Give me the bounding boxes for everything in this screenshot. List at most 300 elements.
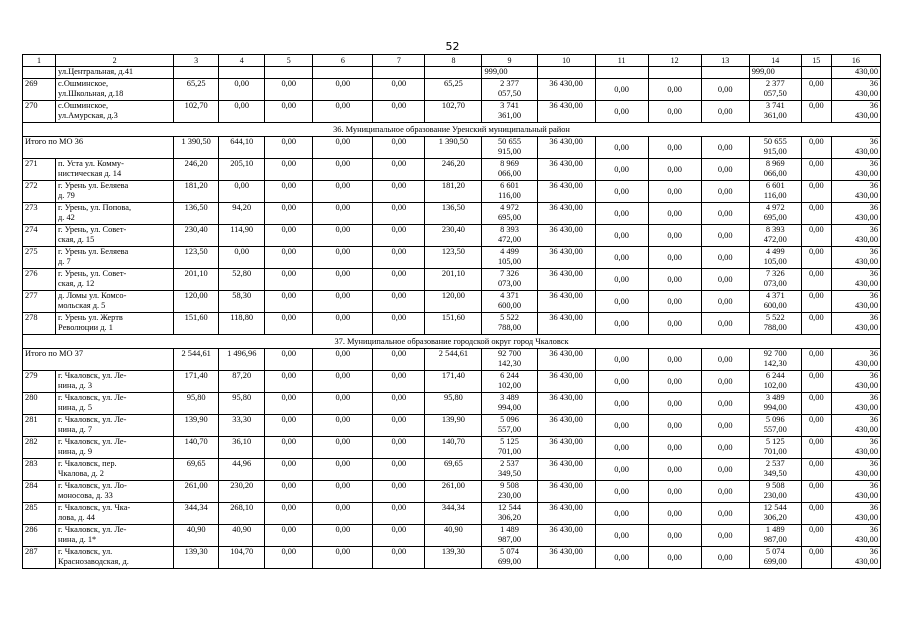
cell-c9-bottom: 116,00 <box>498 190 521 200</box>
cell-c5: 0,00 <box>265 247 313 269</box>
cell-c16-top: 36 <box>869 181 878 190</box>
cell-c15: 0,00 <box>801 547 831 569</box>
cell-c14 <box>749 547 801 569</box>
address-cell-line-1: г. Чкаловск, ул. <box>58 547 113 556</box>
cell-c16-bottom: 430,00 <box>854 234 878 244</box>
cell-c4: 1 496,96 <box>219 349 265 371</box>
address-cell <box>56 481 174 503</box>
cell-c6: 0,00 <box>313 79 373 101</box>
page-number: 52 <box>445 40 460 53</box>
cell-c8: 120,00 <box>425 291 482 313</box>
cell-c14 <box>749 503 801 525</box>
table-row <box>23 481 881 503</box>
cell-c10: 36 430,00 <box>537 225 595 247</box>
cell-c3: 230,40 <box>174 225 219 247</box>
continuation-row <box>23 67 881 79</box>
cell-c13: 0,00 <box>701 503 749 525</box>
cell-c12: 0,00 <box>648 269 701 291</box>
cell-c10: 36 430,00 <box>537 525 595 547</box>
cell-c9-top: 6 601 <box>500 181 519 190</box>
cell-c16-top: 36 <box>869 269 878 278</box>
cell-c9-top: 50 655 <box>497 137 522 146</box>
address-cell <box>56 269 174 291</box>
total-row <box>23 137 881 159</box>
cell-c14-top: 3 741 <box>765 101 785 110</box>
cell-c15: 0,00 <box>801 459 831 481</box>
address-cell <box>56 525 174 547</box>
cell-c11: 0,00 <box>595 547 648 569</box>
cell-c14-bottom: 349,50 <box>763 468 787 478</box>
table-row <box>23 269 881 291</box>
cell-c16-bottom: 430,00 <box>854 424 878 434</box>
cell-c8: 139,30 <box>425 547 482 569</box>
cell-c15: 0,00 <box>801 247 831 269</box>
cell-c8: 95,80 <box>425 393 482 415</box>
cell-c14 <box>749 525 801 547</box>
cell-c10: 36 430,00 <box>537 181 595 203</box>
cell-c9-top: 4 972 <box>500 203 519 212</box>
cell-c7: 0,00 <box>373 525 425 547</box>
cell-c14 <box>749 225 801 247</box>
cell-c16 <box>831 525 880 547</box>
cell-c16 <box>831 181 880 203</box>
row-number: 274 <box>23 225 56 247</box>
address-cell: ул.Центральная, д.41 <box>56 67 174 79</box>
cell-c14-top: 2 537 <box>765 459 785 468</box>
col-num-8: 8 <box>425 55 482 67</box>
cell-c5: 0,00 <box>265 101 313 123</box>
cell-c16-top: 36 <box>869 137 878 146</box>
total-label: Итого по МО 36 <box>23 137 174 159</box>
cell-c10: 36 430,00 <box>537 547 595 569</box>
cell-c14-bottom: 066,00 <box>763 168 787 178</box>
cell-c4: 36,10 <box>219 437 265 459</box>
cell-c4: 52,80 <box>219 269 265 291</box>
cell-c14-bottom: 102,00 <box>763 380 787 390</box>
address-cell <box>56 415 174 437</box>
address-cell <box>56 437 174 459</box>
cell-c3: 95,80 <box>174 393 219 415</box>
section-heading-37-title: 37. Муниципальное образование городской округ город Чкаловск <box>23 335 881 349</box>
cell-c9 <box>482 247 537 269</box>
address-cell-line-1: г. Чкаловск, ул. Ло- <box>58 481 127 490</box>
address-cell-line-1: г. Чкаловск, ул. Ле- <box>58 415 127 424</box>
cell-c13: 0,00 <box>701 393 749 415</box>
cell-c14 <box>749 101 801 123</box>
cell-c16-bottom: 430,00 <box>854 468 878 478</box>
cell-c10: 36 430,00 <box>537 159 595 181</box>
cell-c11: 0,00 <box>595 291 648 313</box>
cell-c14 <box>749 137 801 159</box>
cell-c13: 0,00 <box>701 459 749 481</box>
row-number: 277 <box>23 291 56 313</box>
cell-c12: 0,00 <box>648 159 701 181</box>
cell-c9 <box>482 371 537 393</box>
cell-c14-top: 9 508 <box>765 481 785 490</box>
cell-c16-bottom: 430,00 <box>854 146 878 156</box>
cell-c4: 205,10 <box>219 159 265 181</box>
cell-c8: 1 390,50 <box>425 137 482 159</box>
cell-c8: 65,25 <box>425 79 482 101</box>
cell-c15: 0,00 <box>801 415 831 437</box>
cell-c11: 0,00 <box>595 481 648 503</box>
cell-c8: 230,40 <box>425 225 482 247</box>
cell-c14-bottom: 142,30 <box>763 358 787 368</box>
cell-c14-top: 5 074 <box>765 547 785 556</box>
cell-c12: 0,00 <box>648 437 701 459</box>
cell-c11: 0,00 <box>595 349 648 371</box>
table-row <box>23 79 881 101</box>
address-cell <box>56 159 174 181</box>
cell-c9 <box>482 291 537 313</box>
cell-c7: 0,00 <box>373 547 425 569</box>
cell-c16 <box>831 393 880 415</box>
cell-c5: 0,00 <box>265 393 313 415</box>
address-cell-line-2: нистическая д. 14 <box>58 168 122 178</box>
cell-c7: 0,00 <box>373 313 425 335</box>
cell-c16-bottom: 430,00 <box>854 190 878 200</box>
cell-c8: 102,70 <box>425 101 482 123</box>
cell-c14-bottom: 987,00 <box>763 534 787 544</box>
cell-c14-top: 12 544 <box>763 503 787 512</box>
address-cell-line-1: г. Урень, ул. Попова, <box>58 203 132 212</box>
cell-c3: 65,25 <box>174 79 219 101</box>
address-cell-line-1: г. Урень, ул. Совет- <box>58 225 127 234</box>
cell-c5: 0,00 <box>265 437 313 459</box>
cell-c13: 0,00 <box>701 313 749 335</box>
cell-c9-top: 2 377 <box>500 79 519 88</box>
cell-c9-bottom: 915,00 <box>497 146 522 156</box>
cell-c9-top: 5 074 <box>500 547 519 556</box>
table-row <box>23 101 881 123</box>
cell-c9-bottom: 600,00 <box>497 300 522 310</box>
address-cell-line-1: г. Урень ул. Беляева <box>58 181 129 190</box>
table-row <box>23 159 881 181</box>
cell-c9-top: 2 537 <box>500 459 519 468</box>
cell-c14-bottom: 073,00 <box>763 278 787 288</box>
address-cell <box>56 393 174 415</box>
cell-c14-top: 92 700 <box>763 349 787 358</box>
cell-c5: 0,00 <box>265 349 313 371</box>
cell-c10: 36 430,00 <box>537 393 595 415</box>
cell-c5: 0,00 <box>265 547 313 569</box>
cell-c3: 201,10 <box>174 269 219 291</box>
cell-c15: 0,00 <box>801 313 831 335</box>
cell-c14-bottom: 600,00 <box>763 300 787 310</box>
row-number: 281 <box>23 415 56 437</box>
cell-c5: 0,00 <box>265 79 313 101</box>
cell-c16 <box>831 481 880 503</box>
cell-c6: 0,00 <box>313 225 373 247</box>
cell-c9-bottom: 349,50 <box>497 468 522 478</box>
address-cell <box>56 459 174 481</box>
cell-c9-bottom: 788,00 <box>497 322 522 332</box>
cell-c16-top: 36 <box>869 101 878 110</box>
address-cell-line-2: моносова, д. 33 <box>58 490 113 500</box>
address-cell-line-2: Революции д. 1 <box>58 322 113 332</box>
cell-c9-top: 1 489 <box>500 525 519 534</box>
table-row <box>23 247 881 269</box>
cell-c15: 0,00 <box>801 503 831 525</box>
cell-c8: 261,00 <box>425 481 482 503</box>
cell-c14 <box>749 437 801 459</box>
cell-c3: 1 390,50 <box>174 137 219 159</box>
cell-c3: 344,34 <box>174 503 219 525</box>
cell-c6: 0,00 <box>313 269 373 291</box>
cell-c4: 94,20 <box>219 203 265 225</box>
cell-c16-bottom: 430,00 <box>854 512 878 522</box>
cell-c3: 40,90 <box>174 525 219 547</box>
cell-c10: 36 430,00 <box>537 415 595 437</box>
address-cell-line-2: д. 42 <box>58 212 75 222</box>
cell-c13: 0,00 <box>701 525 749 547</box>
cell-c9-top: 6 244 <box>500 371 519 380</box>
table-row <box>23 203 881 225</box>
cell-c9-bottom: 306,20 <box>497 512 522 522</box>
section-heading-36-title: 36. Муниципальное образование Уренский муниципальный район <box>23 123 881 137</box>
address-cell-line-2: д. 79 <box>58 190 75 200</box>
cell-c9 <box>482 415 537 437</box>
cell-c4: 230,20 <box>219 481 265 503</box>
cell-c11: 0,00 <box>595 269 648 291</box>
cell-c16-top: 36 <box>869 225 878 234</box>
cell-c11: 0,00 <box>595 79 648 101</box>
cell-c15: 0,00 <box>801 371 831 393</box>
cell-c14-top: 50 655 <box>763 137 787 146</box>
cell-c15: 0,00 <box>801 393 831 415</box>
col-num-15: 15 <box>801 55 831 67</box>
cell-c12: 0,00 <box>648 313 701 335</box>
address-cell <box>56 291 174 313</box>
cell-c9-top: 5 522 <box>500 313 519 322</box>
row-number: 269 <box>23 79 56 101</box>
cell-c14-top: 5 125 <box>765 437 785 446</box>
cell-c14-bottom: 788,00 <box>763 322 787 332</box>
cell-c12: 0,00 <box>648 225 701 247</box>
cell-c10: 36 430,00 <box>537 313 595 335</box>
cell-c7: 0,00 <box>373 291 425 313</box>
cell-c13: 0,00 <box>701 159 749 181</box>
cell-c6: 0,00 <box>313 247 373 269</box>
cell-c4: 40,90 <box>219 525 265 547</box>
cell-c15: 0,00 <box>801 481 831 503</box>
cell-c12: 0,00 <box>648 525 701 547</box>
row-number: 280 <box>23 393 56 415</box>
cell-c10: 36 430,00 <box>537 371 595 393</box>
table-row <box>23 313 881 335</box>
row-number: 276 <box>23 269 56 291</box>
cell-c11: 0,00 <box>595 159 648 181</box>
table-row <box>23 225 881 247</box>
cell-c14 <box>749 159 801 181</box>
cell-c9-bottom: 105,00 <box>497 256 522 266</box>
row-number: 284 <box>23 481 56 503</box>
cell-c14 <box>749 313 801 335</box>
cell-c7: 0,00 <box>373 459 425 481</box>
row-number: 272 <box>23 181 56 203</box>
cell-c16-top: 36 <box>869 525 878 534</box>
cell-c8: 201,10 <box>425 269 482 291</box>
address-cell-line-2: нина, д. 1* <box>58 534 97 544</box>
cell-c9 <box>482 349 537 371</box>
address-cell-line-1: г. Чкаловск, ул. Ле- <box>58 525 127 534</box>
cell-c3: 246,20 <box>174 159 219 181</box>
cell-c9-bottom: 142,30 <box>497 358 522 368</box>
cell-c16-bottom: 430,00 <box>854 110 878 120</box>
cell-c9 <box>482 481 537 503</box>
cell-c16 <box>831 137 880 159</box>
cell-c9: 999,00 <box>482 67 537 79</box>
cell-c16-top: 36 <box>869 313 878 322</box>
cell-c9-top: 9 508 <box>500 481 519 490</box>
address-cell-line-2: Чкалова, д. 2 <box>58 468 104 478</box>
cell-c13: 0,00 <box>701 547 749 569</box>
cell-c16 <box>831 547 880 569</box>
cell-c7: 0,00 <box>373 225 425 247</box>
cell-c11: 0,00 <box>595 415 648 437</box>
cell-c9 <box>482 159 537 181</box>
address-cell-line-2: ская, д. 12 <box>58 278 95 288</box>
cell-c8: 40,90 <box>425 525 482 547</box>
cell-c6: 0,00 <box>313 459 373 481</box>
col-num-13: 13 <box>701 55 749 67</box>
cell-c15: 0,00 <box>801 137 831 159</box>
cell-c5: 0,00 <box>265 415 313 437</box>
section-heading-36 <box>23 123 881 137</box>
cell-c4: 0,00 <box>219 79 265 101</box>
cell-c6: 0,00 <box>313 415 373 437</box>
cell-c4: 644,10 <box>219 137 265 159</box>
cell-c7: 0,00 <box>373 481 425 503</box>
address-cell-line-2: Краснозаводская, д. <box>58 556 129 566</box>
cell-c16 <box>831 203 880 225</box>
cell-c4: 104,70 <box>219 547 265 569</box>
col-num-16: 16 <box>831 55 880 67</box>
cell-c15: 0,00 <box>801 291 831 313</box>
row-number: 275 <box>23 247 56 269</box>
cell-c4: 268,10 <box>219 503 265 525</box>
cell-c16-top: 36 <box>869 481 878 490</box>
cell-c11: 0,00 <box>595 181 648 203</box>
cell-c10: 36 430,00 <box>537 269 595 291</box>
cell-c14 <box>749 203 801 225</box>
cell-c6: 0,00 <box>313 503 373 525</box>
col-num-9: 9 <box>482 55 537 67</box>
address-cell-line-1: г. Урень, ул. Совет- <box>58 269 127 278</box>
address-cell <box>56 371 174 393</box>
cell-c7: 0,00 <box>373 415 425 437</box>
address-cell-line-2: нина, д. 3 <box>58 380 93 390</box>
cell-c4: 95,80 <box>219 393 265 415</box>
address-cell-line-1: с.Ошминское, <box>58 79 109 88</box>
cell-c14 <box>749 79 801 101</box>
cell-c9-bottom: 701,00 <box>497 446 522 456</box>
cell-c9 <box>482 79 537 101</box>
cell-c15: 0,00 <box>801 159 831 181</box>
cell-c3: 140,70 <box>174 437 219 459</box>
cell-c16-top: 36 <box>869 393 878 402</box>
cell-c16-top: 36 <box>869 547 878 556</box>
cell-c9-bottom: 695,00 <box>497 212 522 222</box>
cell-c15: 0,00 <box>801 269 831 291</box>
cell-c10: 36 430,00 <box>537 203 595 225</box>
cell-c3: 69,65 <box>174 459 219 481</box>
cell-c14-top: 7 326 <box>765 269 785 278</box>
cell-c13: 0,00 <box>701 437 749 459</box>
table-row <box>23 371 881 393</box>
cell-c11: 0,00 <box>595 525 648 547</box>
cell-c6: 0,00 <box>313 525 373 547</box>
cell-c9 <box>482 101 537 123</box>
cell-c7: 0,00 <box>373 79 425 101</box>
cell-c16-bottom: 430,00 <box>854 278 878 288</box>
cell-c13: 0,00 <box>701 371 749 393</box>
cell-c16 <box>831 291 880 313</box>
cell-c3: 171,40 <box>174 371 219 393</box>
table-row <box>23 503 881 525</box>
cell-c9-bottom: 057,50 <box>497 88 522 98</box>
cell-c11: 0,00 <box>595 247 648 269</box>
cell-c16 <box>831 159 880 181</box>
cell-c8: 2 544,61 <box>425 349 482 371</box>
cell-c3: 123,50 <box>174 247 219 269</box>
cell-c12: 0,00 <box>648 371 701 393</box>
cell-c10: 36 430,00 <box>537 247 595 269</box>
cell-c9 <box>482 547 537 569</box>
cell-c15: 0,00 <box>801 101 831 123</box>
cell-c16-top: 36 <box>869 349 878 358</box>
cell-c14 <box>749 393 801 415</box>
cell-c15: 0,00 <box>801 437 831 459</box>
cell-c10: 36 430,00 <box>537 291 595 313</box>
address-cell-line-1: г. Чкаловск, ул. Ле- <box>58 371 127 380</box>
cell-c9-top: 4 371 <box>500 291 519 300</box>
cell-c12: 0,00 <box>648 393 701 415</box>
cell-c13: 0,00 <box>701 415 749 437</box>
cell-c15: 0,00 <box>801 225 831 247</box>
cell-c16 <box>831 101 880 123</box>
cell-c12: 0,00 <box>648 349 701 371</box>
cell-c9 <box>482 269 537 291</box>
cell-c7: 0,00 <box>373 437 425 459</box>
cell-c7: 0,00 <box>373 159 425 181</box>
address-cell-line-2: нина, д. 5 <box>58 402 93 412</box>
address-cell-line-1: г. Чкаловск, ул. Чка- <box>58 503 131 512</box>
cell-c7: 0,00 <box>373 247 425 269</box>
cell-c14-top: 4 499 <box>765 247 785 256</box>
col-num-5: 5 <box>265 55 313 67</box>
row-number: 278 <box>23 313 56 335</box>
cell-c9-top: 8 969 <box>500 159 519 168</box>
cell-c5: 0,00 <box>265 159 313 181</box>
col-num-3: 3 <box>174 55 219 67</box>
cell-c3: 102,70 <box>174 101 219 123</box>
cell-c14-bottom: 557,00 <box>763 424 787 434</box>
cell-c14-top: 4 972 <box>765 203 785 212</box>
cell-c4: 118,80 <box>219 313 265 335</box>
cell-c12: 0,00 <box>648 247 701 269</box>
cell-c14-top: 4 371 <box>765 291 785 300</box>
cell-c4: 87,20 <box>219 371 265 393</box>
cell-c8: 139,90 <box>425 415 482 437</box>
cell-c10: 36 430,00 <box>537 101 595 123</box>
cell-c14 <box>749 481 801 503</box>
cell-c3: 151,60 <box>174 313 219 335</box>
cell-c9-bottom: 557,00 <box>497 424 522 434</box>
row-number: 271 <box>23 159 56 181</box>
cell-c11: 0,00 <box>595 313 648 335</box>
cell-c6: 0,00 <box>313 159 373 181</box>
